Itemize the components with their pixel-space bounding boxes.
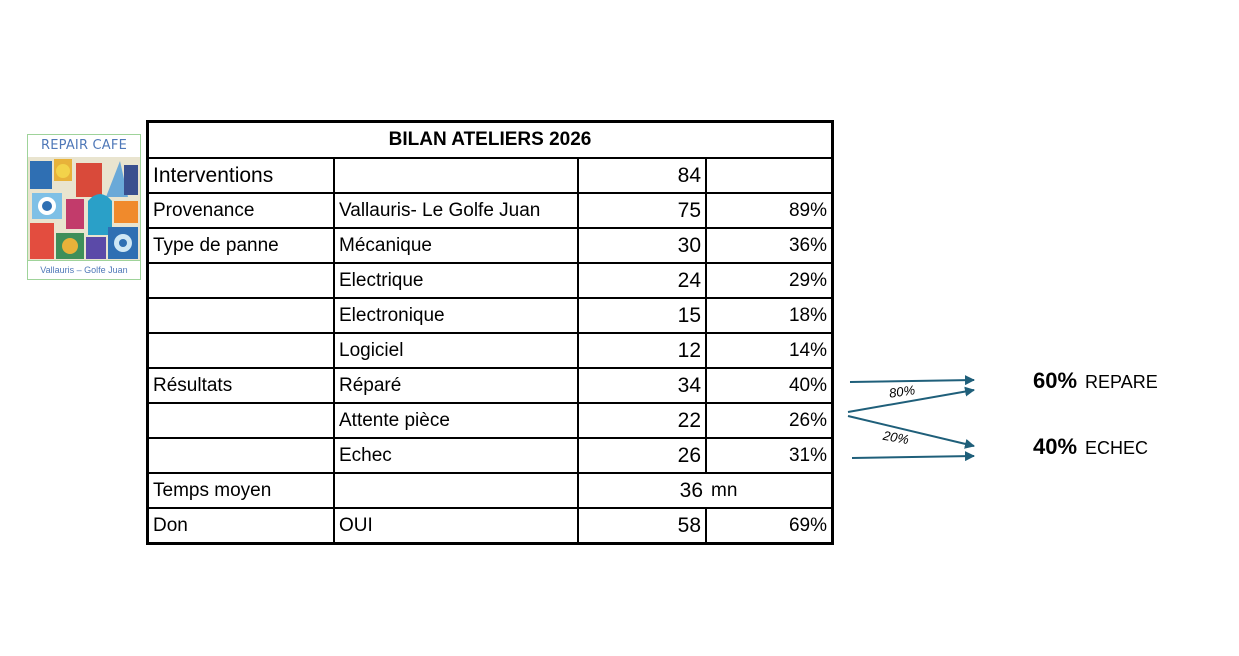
row-value: 24 [579,264,707,297]
row-value: 75 [579,194,707,227]
table-row [149,229,831,264]
row-label: Type de panne [149,229,335,262]
table-row [149,474,831,509]
row-extra: 14% [788,340,827,361]
repaired-percent: 60% [1033,368,1078,393]
row-detail: Electronique [335,299,579,332]
row-detail: Electrique [335,264,579,297]
row-value: 58 [579,509,707,542]
row-label: Interventions [149,159,335,192]
summary-table [146,120,834,545]
row-label: Provenance [149,194,335,227]
arrow-upper-label: 80% [888,382,916,401]
logo-illustration [28,157,140,261]
row-label [149,264,335,297]
table-row [149,404,831,439]
row-extra: 26% [788,410,827,431]
repair-cafe-logo [27,134,141,280]
row-label: Temps moyen [149,474,335,507]
row-detail [335,159,579,192]
row-label: Don [149,509,335,542]
repaired-label: REPARE [1085,372,1158,392]
summary-repaired [1033,368,1158,394]
row-detail: Echec [335,439,579,472]
row-label [149,299,335,332]
row-extra: 89% [788,200,827,221]
table-row [149,159,831,194]
row-label [149,334,335,367]
table-row [149,439,831,474]
row-value: 34 [579,369,707,402]
row-detail: Réparé [335,369,579,402]
row-detail: Attente pièce [335,404,579,437]
table-title: BILAN ATELIERS 2026 [149,123,831,159]
row-extra: 36% [788,235,827,256]
row-extra: 31% [788,445,827,466]
failed-percent: 40% [1033,434,1078,459]
row-value: 30 [579,229,707,262]
summary-failed [1033,434,1148,460]
split-arrows [840,366,990,466]
arrow-lower-label: 20% [881,427,911,448]
logo-title: REPAIR CAFE [28,135,140,158]
row-value: 84 [579,159,707,192]
table-row [149,369,831,404]
row-value: 26 [579,439,707,472]
table-row [149,509,831,542]
row-extra: 40% [788,375,827,396]
row-extra: 69% [788,515,827,536]
row-label [149,404,335,437]
logo-subtitle: Vallauris – Golfe Juan [28,260,140,279]
row-detail: Logiciel [335,334,579,367]
row-value: 15 [579,299,707,332]
table-row [149,194,831,229]
row-extra: 29% [788,270,827,291]
row-detail: OUI [335,509,579,542]
arrow-waiting-to-failed [848,416,974,446]
row-value: 36 [679,479,703,502]
row-detail: Vallauris- Le Golfe Juan [335,194,579,227]
failed-label: ECHEC [1085,438,1149,458]
row-label: Résultats [149,369,335,402]
row-unit: mn [711,480,738,501]
row-label [149,439,335,472]
table-row [149,299,831,334]
row-detail [335,474,579,507]
row-extra [707,159,831,192]
table-row [149,264,831,299]
row-value: 12 [579,334,707,367]
row-extra: 18% [788,305,827,326]
row-value: 22 [579,404,707,437]
row-detail: Mécanique [335,229,579,262]
table-row [149,334,831,369]
arrow-failed-direct [852,456,974,458]
